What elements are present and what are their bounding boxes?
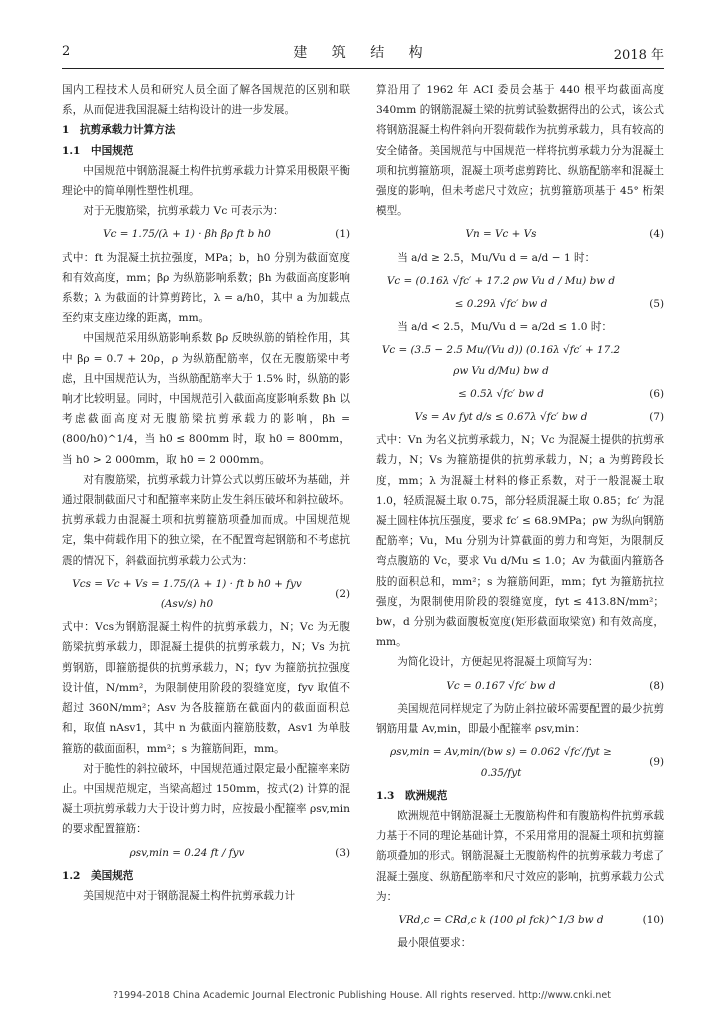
- body-paragraph: 对于无腹筋梁，抗剪承载力 Vc 可表示为：: [83, 205, 284, 218]
- equation: [376, 676, 664, 696]
- equation: [376, 384, 664, 404]
- left-column: [62, 80, 350, 906]
- equation-expression: Vcs = Vc + Vs = 1.75/(λ + 1) · ft b h0 + fyv (Asv/s) h0: [72, 577, 302, 611]
- equation: [62, 574, 350, 614]
- equation-number: (8): [649, 679, 664, 692]
- journal-title: 建 筑 结 构: [293, 45, 433, 61]
- publication-year: 2018 年: [613, 48, 664, 63]
- body-paragraph: 美国规范中对于钢筋混凝土构件抗剪承载力计: [83, 889, 296, 902]
- equation-expression: Vc = 0.167 √fc′ bw d: [446, 679, 556, 692]
- equation-number: (5): [649, 298, 664, 311]
- body-paragraph: 式中：ft 为混凝土抗拉强度，MPa；b，h0 分别为截面宽度和有效高度，mm；βρ 为纵筋影响系数；βh 为截面高度影响系数；λ 为截面的计算剪跨比，λ = a/h0，其中 a 为加载点至约束支座边缘的距离，mm。: [62, 251, 350, 325]
- equation-number: (9): [649, 756, 664, 769]
- equation-number: (6): [649, 387, 664, 400]
- equation-number: (4): [649, 228, 664, 241]
- body-paragraph: 中国规范中钢筋混凝土构件抗剪承载力计算采用极限平衡理论中的简单刚性塑性机理。: [62, 164, 350, 198]
- subsection-heading: 1.1 中国规范: [62, 144, 134, 157]
- body-paragraph: 式中：Vn 为名义抗剪承载力，N；Vc 为混凝土提供的抗剪承载力，N；Vs 为箍筋提供的抗剪承载力，N；a 为剪跨段长度，mm；λ 为混凝土材料的修正系数，对于一般混凝土取 1.0，轻质混凝土取 0.75，部分轻质混凝土取 0.85；fc′ 为混凝土圆柱体抗压强度，要求 fc′ ≤ 68.9MPa；ρw 为纵向钢筋配筋率；Vu，Mu 分别为计算截面的剪力和弯矩，为限制反弯点腹筋的 Vc，要求 Vu d/Mu ≤ 1.0；Av 为截面内箍筋各肢的面积总和，mm²；s 为箍筋间距，mm；fyt 为箍筋抗拉强度，为限制使用阶段的裂缝宽度，fyt ≤ 413.8N/mm²；bw，d 分别为截面腹板宽度(矩形截面取梁宽) 和有效高度，mm。: [376, 434, 664, 649]
- body-paragraph: 当 a/d < 2.5，Mu/Vu d = a/2d ≤ 1.0 时：: [397, 321, 613, 334]
- body-paragraph: 中国规范采用纵筋影响系数 βρ 反映纵筋的销栓作用，其中 βρ = 0.7 + 20ρ，ρ 为纵筋配筋率，仅在无腹筋梁中考虑，且中国规范认为，当纵筋配筋率大于 1.5% 时，纵筋的影响才比较明显。同时，中国规范引入截面高度影响系数 βh 以考虑截面高度对无腹筋梁抗剪承载力的影响，βh = (800/h0)^1/4，当 h0 ≤ 800mm 时，取 h0 = 800mm，当 h0 > 2 000mm，取 h0 = 2 000mm。: [62, 332, 350, 466]
- equation-expression: ρsv,min = Av,min/(bw s) = 0.062 √fc′/fyt ≥ 0.35/fyt: [390, 746, 612, 779]
- equation: [376, 742, 664, 782]
- body-paragraph: 当 a/d ≥ 2.5，Mu/Vu d = a/d − 1 时：: [397, 251, 596, 264]
- body-paragraph: 国内工程技术人员和研究人员全面了解各国规范的区别和联系，从而促进我国混凝土结构设计的进一步发展。: [62, 84, 350, 117]
- equation: [376, 407, 664, 427]
- equation-expression: Vn = Vc + Vs: [465, 228, 537, 241]
- equation-expression: VRd,c = CRd,c k (100 ρl fck)^1/3 bw d: [398, 913, 604, 926]
- equation: [62, 843, 350, 863]
- body-paragraph: 欧洲规范中钢筋混凝土无腹筋构件和有腹筋构件抗剪承载力基于不同的理论基础计算，不采用常用的混凝土项和抗剪箍筋项叠加的形式。钢筋混凝土无腹筋构件的抗剪承载力考虑了混凝土强度、纵筋配筋率和尺寸效应的影响，抗剪承载力公式为：: [376, 809, 664, 903]
- body-paragraph: 对有腹筋梁，抗剪承载力计算公式以剪压破坏为基础，并通过限制截面尺寸和配箍率来防止发生斜压破坏和斜拉破坏。抗剪承载力由混凝土项和抗剪箍筋项叠加而成。中国规范规定，集中荷载作用下的独立梁，在不配置弯起钢筋和不考虑抗震的情况下，斜截面抗剪承载力公式为：: [62, 473, 350, 567]
- equation: [376, 910, 664, 930]
- right-column: [376, 80, 664, 953]
- equation-expression: ≤ 0.29λ √fc′ bw d: [454, 298, 548, 311]
- copyright-footer: ?1994-2018 China Academic Journal Electronic Publishing House. All rights reserved. http://www.cnki.net: [113, 990, 611, 1001]
- equation: [376, 271, 664, 291]
- equation: [62, 224, 350, 244]
- page-header: [62, 42, 664, 64]
- header-rule: [62, 68, 664, 69]
- body-paragraph: 算沿用了 1962 年 ACI 委员会基于 440 根平均截面高度 340mm 的钢筋混凝土梁的抗剪试验数据得出的公式，该公式将钢筋混凝土构件斜向开裂荷载作为抗剪承载力，具有较高的安全储备。美国规范与中国规范一样将抗剪承载力分为混凝土项和抗剪箍筋项，混凝土项考虑剪跨比、纵筋配筋率和混凝土强度的影响，但未考虑尺寸效应；抗剪箍筋项基于 45° 桁架模型。: [376, 84, 664, 218]
- equation-expression: Vs = Av fyt d/s ≤ 0.67λ √fc′ bw d: [414, 411, 588, 424]
- body-paragraph: 美国规范同样规定了为防止斜拉破坏需要配置的最少抗剪钢筋用量 Av,min，即最小配箍率 ρsv,min：: [376, 702, 664, 736]
- subsection-heading: 1.3 欧洲规范: [376, 789, 448, 802]
- equation-number: (10): [642, 913, 664, 926]
- equation-number: (7): [649, 411, 664, 424]
- equation: [376, 294, 664, 314]
- section-heading: 1 抗剪承载力计算方法: [62, 124, 176, 137]
- equation-expression: Vc = 1.75/(λ + 1) · βh βρ ft b h0: [103, 228, 271, 241]
- equation-number: (3): [335, 846, 350, 859]
- body-paragraph: 为简化设计，方便起见将混凝土项简写为：: [397, 656, 599, 669]
- equation: [376, 340, 664, 380]
- equation-number: (1): [335, 228, 350, 241]
- equation-number: (2): [335, 587, 350, 600]
- equation: [376, 224, 664, 244]
- body-paragraph: 对于脆性的斜拉破坏，中国规范通过限定最小配箍率来防止。中国规范规定，当梁高超过 150mm，按式(2) 计算的混凝土项抗剪承载力大于设计剪力时，应按最小配箍率 ρsv,min 的要求配置箍筋：: [62, 762, 350, 836]
- page-number: 2: [62, 44, 71, 59]
- equation-expression: ≤ 0.5λ √fc′ bw d: [458, 387, 544, 400]
- equation-expression: ρsv,min = 0.24 ft / fyv: [129, 846, 245, 859]
- equation-expression: Vc = (3.5 − 2.5 Mu/(Vu d)) (0.16λ √fc′ + 17.2 ρw Vu d/Mu) bw d: [381, 344, 621, 377]
- body-paragraph: 式中：Vcs为钢筋混凝土构件的抗剪承载力，N；Vc 为无腹筋梁抗剪承载力，即混凝土提供的抗剪承载力，N；Vs 为抗剪钢筋，即箍筋提供的抗剪承载力，N；fyv 为箍筋抗拉强度设计值，N/mm²，为限制使用阶段的裂缝宽度，fyv 取值不超过 360N/mm²；Asv 为各肢箍筋在截面内的截面面积总和，取值 nAsv1，其中 n 为截面内箍筋肢数，Asv1 为单肢箍筋的截面面积，mm²；s 为箍筋间距，mm。: [62, 621, 350, 755]
- subsection-heading: 1.2 美国规范: [62, 869, 134, 882]
- equation-expression: Vc = (0.16λ √fc′ + 17.2 ρw Vu d / Mu) bw d: [386, 274, 616, 287]
- body-paragraph: 最小限值要求：: [397, 937, 472, 950]
